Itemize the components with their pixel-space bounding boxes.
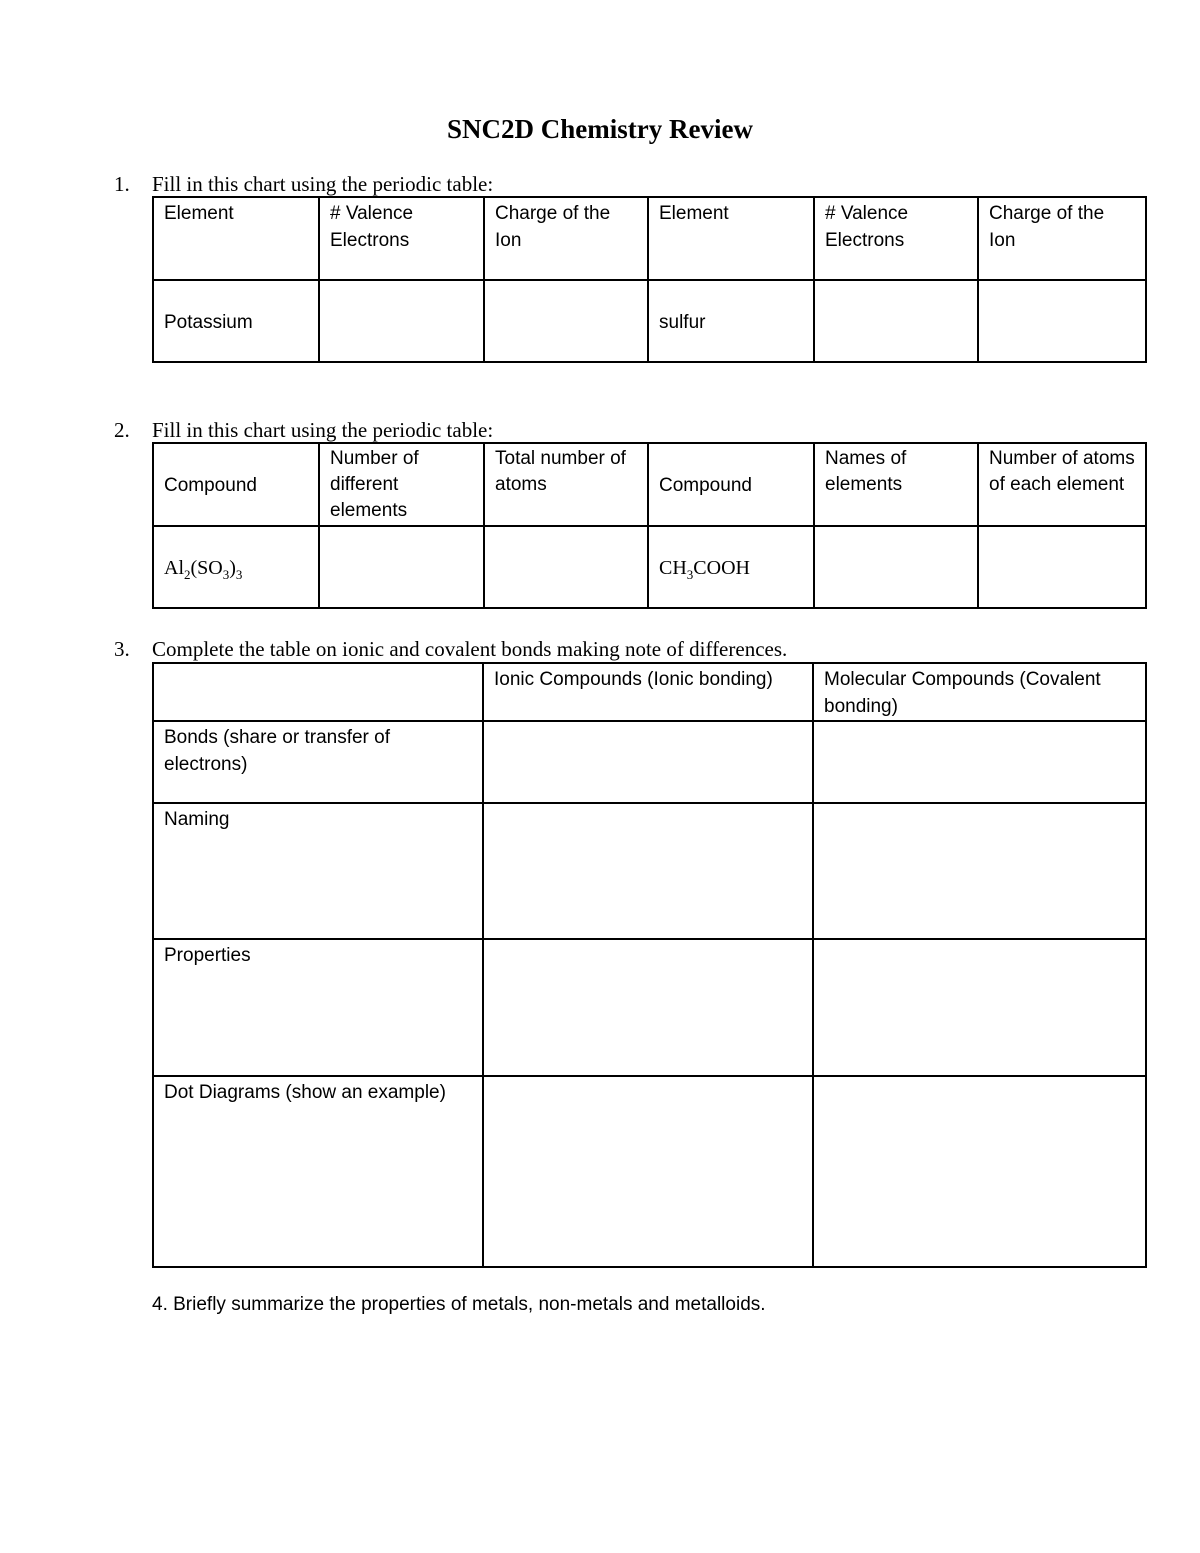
table-header-row bbox=[153, 443, 1146, 526]
compound-table bbox=[152, 442, 1147, 609]
answer-cell[interactable] bbox=[483, 1076, 813, 1267]
header-cell: Number of atoms of each element bbox=[978, 443, 1146, 526]
row-label-cell: Bonds (share or transfer of electrons) bbox=[153, 721, 483, 803]
answer-cell[interactable] bbox=[483, 721, 813, 803]
header-cell: Number of different elements bbox=[319, 443, 484, 526]
answer-cell[interactable] bbox=[484, 526, 648, 608]
formula-subscript: 3 bbox=[235, 567, 243, 582]
element-cell: Potassium bbox=[153, 280, 319, 362]
valence-table bbox=[152, 196, 1147, 363]
answer-cell[interactable] bbox=[319, 526, 484, 608]
header-cell: Ionic Compounds (Ionic bonding) bbox=[483, 663, 813, 721]
table-header-row bbox=[153, 663, 1146, 721]
header-cell bbox=[153, 663, 483, 721]
page-title: SNC2D Chemistry Review bbox=[447, 114, 753, 144]
compound-formula-cell bbox=[153, 526, 319, 608]
row-label-cell: Naming bbox=[153, 803, 483, 939]
formula-part: COOH bbox=[693, 557, 750, 579]
answer-cell[interactable] bbox=[814, 280, 978, 362]
header-cell: Compound bbox=[153, 443, 319, 526]
question-2-number: 2. bbox=[114, 418, 130, 442]
header-cell: Element bbox=[648, 197, 814, 280]
question-1-text: Fill in this chart using the periodic table: bbox=[152, 172, 494, 196]
formula-subscript: 3 bbox=[222, 567, 230, 582]
table-header-row bbox=[153, 197, 1146, 280]
table-row bbox=[153, 803, 1146, 939]
header-cell: # Valence Electrons bbox=[319, 197, 484, 280]
table-row bbox=[153, 1076, 1146, 1267]
table-row bbox=[153, 939, 1146, 1076]
answer-cell[interactable] bbox=[978, 526, 1146, 608]
question-4-text: 4. Briefly summarize the properties of metals, non-metals and metalloids. bbox=[152, 1294, 766, 1315]
question-2-text: Fill in this chart using the periodic table: bbox=[152, 418, 494, 442]
header-cell: Total number of atoms bbox=[484, 443, 648, 526]
header-cell: Molecular Compounds (Covalent bonding) bbox=[813, 663, 1146, 721]
table-row bbox=[153, 526, 1146, 608]
row-label-cell: Properties bbox=[153, 939, 483, 1076]
formula-part: (SO bbox=[190, 557, 223, 579]
answer-cell[interactable] bbox=[483, 803, 813, 939]
answer-cell[interactable] bbox=[483, 939, 813, 1076]
header-cell: # Valence Electrons bbox=[814, 197, 978, 280]
formula-part: ) bbox=[229, 557, 236, 579]
row-label-cell: Dot Diagrams (show an example) bbox=[153, 1076, 483, 1267]
answer-cell[interactable] bbox=[484, 280, 648, 362]
header-cell: Names of elements bbox=[814, 443, 978, 526]
question-1-number: 1. bbox=[114, 172, 130, 196]
bonding-table bbox=[152, 662, 1147, 1268]
answer-cell[interactable] bbox=[813, 1076, 1146, 1267]
compound-formula-cell bbox=[648, 526, 814, 608]
formula-part: Al bbox=[164, 557, 184, 579]
header-cell: Element bbox=[153, 197, 319, 280]
table-row bbox=[153, 280, 1146, 362]
element-cell: sulfur bbox=[648, 280, 814, 362]
answer-cell[interactable] bbox=[319, 280, 484, 362]
answer-cell[interactable] bbox=[978, 280, 1146, 362]
answer-cell[interactable] bbox=[813, 803, 1146, 939]
answer-cell[interactable] bbox=[813, 939, 1146, 1076]
formula-subscript: 2 bbox=[184, 567, 191, 582]
header-cell: Charge of the Ion bbox=[978, 197, 1146, 280]
table-row bbox=[153, 721, 1146, 803]
header-cell: Charge of the Ion bbox=[484, 197, 648, 280]
answer-cell[interactable] bbox=[814, 526, 978, 608]
formula-part: CH bbox=[659, 557, 687, 579]
header-cell: Compound bbox=[648, 443, 814, 526]
answer-cell[interactable] bbox=[813, 721, 1146, 803]
question-3-text: Complete the table on ionic and covalent bonds making note of differences. bbox=[152, 637, 788, 661]
formula-subscript: 3 bbox=[686, 567, 694, 582]
question-3-number: 3. bbox=[114, 637, 130, 661]
